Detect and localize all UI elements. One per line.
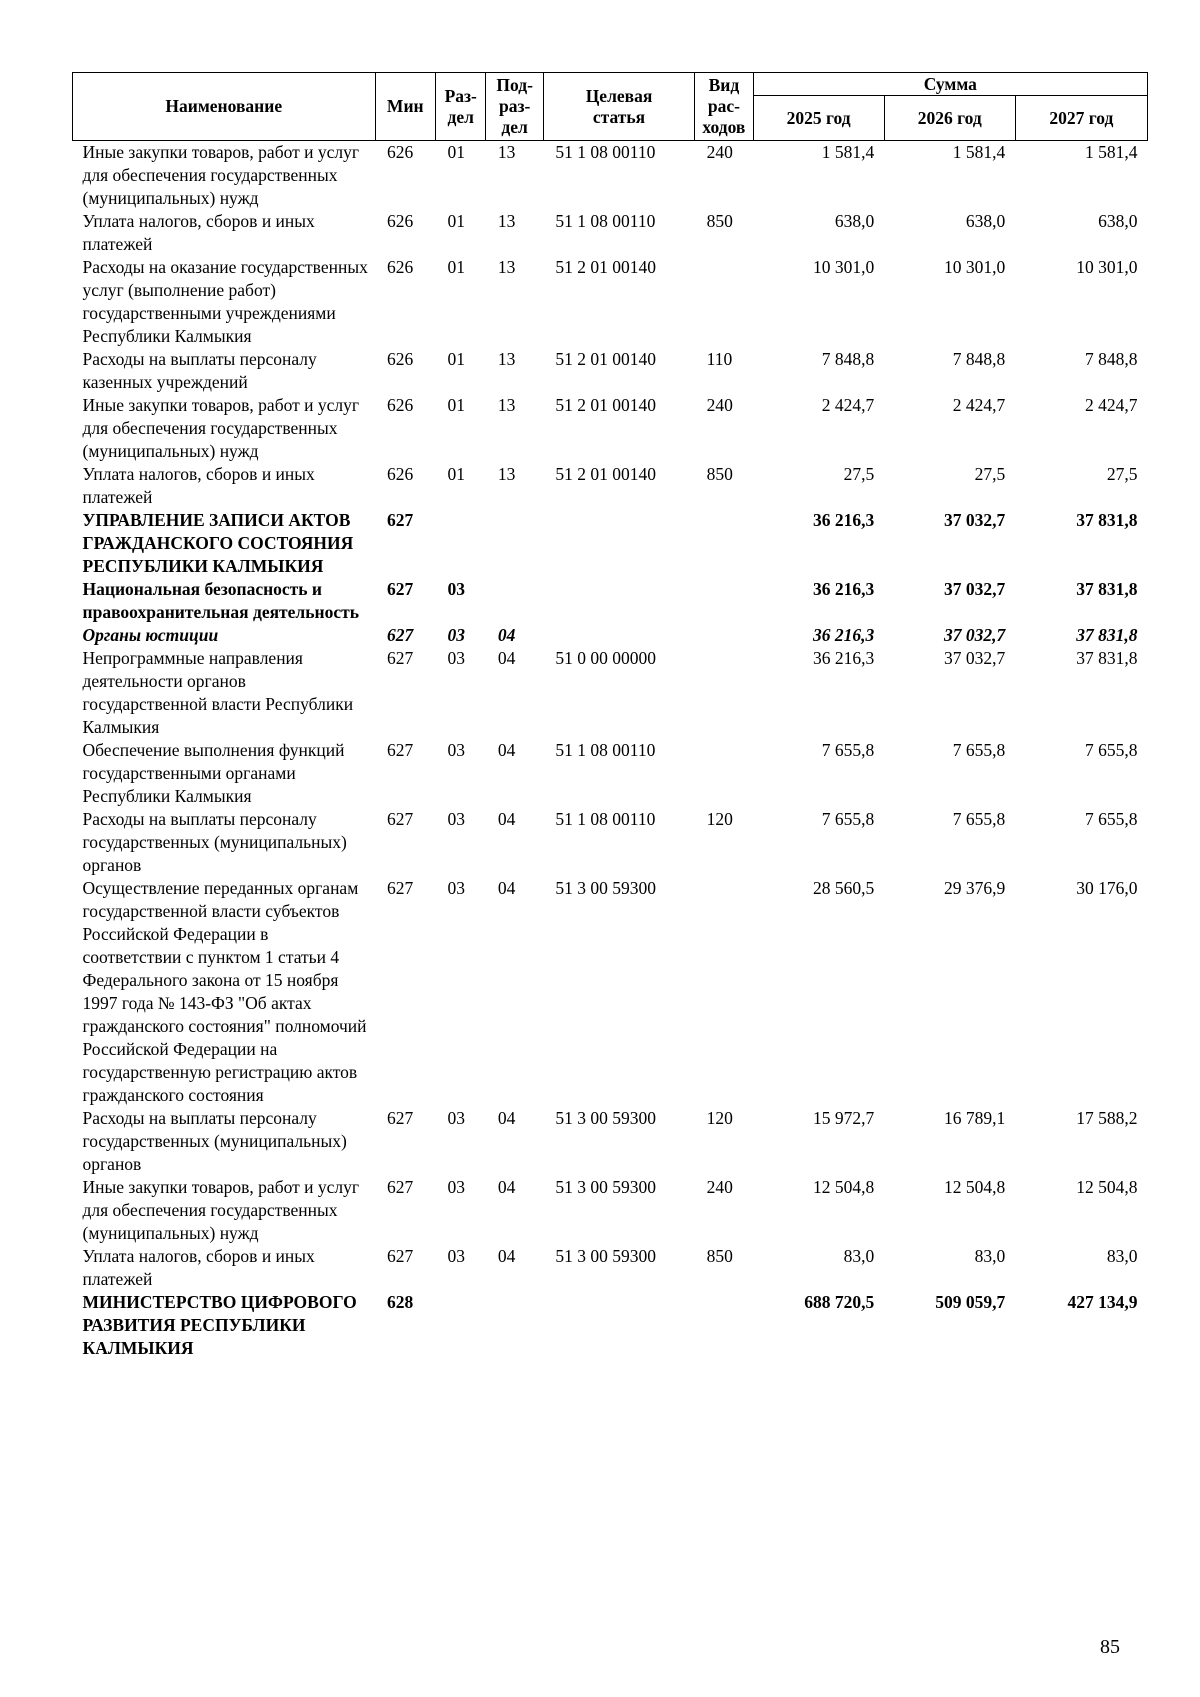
row-name: Иные закупки товаров, работ и услуг для обеспечения государственных (муниципальных) нужд xyxy=(82,395,360,461)
row-sum-2027: 37 831,8 xyxy=(1076,510,1138,530)
row-razdel: 03 xyxy=(447,1177,466,1197)
row-sum-2025: 688 720,5 xyxy=(804,1292,875,1312)
row-razdel: 03 xyxy=(447,625,466,645)
header-celevaya: Целевая статья xyxy=(543,73,694,141)
row-sum-2026: 638,0 xyxy=(965,211,1006,231)
row-name: Расходы на выплаты персоналу казенных учреждений xyxy=(82,349,317,392)
row-name: Иные закупки товаров, работ и услуг для обеспечения государственных (муниципальных) нужд xyxy=(82,1177,360,1243)
row-razdel: 01 xyxy=(447,211,466,231)
row-sum-2026: 37 032,7 xyxy=(944,579,1006,599)
row-name: Обеспечение выполнения функций государственными органами Республики Калмыкия xyxy=(82,740,345,806)
header-vid: Вид рас- ходов xyxy=(695,73,753,141)
row-sum-2027: 12 504,8 xyxy=(1076,1177,1138,1197)
row-name: Расходы на выплаты персоналу государственных (муниципальных) органов xyxy=(82,809,347,875)
row-razdel: 03 xyxy=(447,1246,466,1266)
table-row xyxy=(73,141,1148,211)
row-podrazdel: 04 xyxy=(497,1177,516,1197)
row-sum-2026: 37 032,7 xyxy=(944,625,1006,645)
row-min: 627 xyxy=(387,648,414,668)
row-vid-rashodov: 240 xyxy=(706,142,733,162)
row-sum-2026: 2 424,7 xyxy=(952,395,1006,415)
row-name: Непрограммные направления деятельности органов государственной власти Республики Калмыкия xyxy=(82,648,354,737)
row-sum-2027: 27,5 xyxy=(1106,464,1138,484)
row-podrazdel: 13 xyxy=(497,349,516,369)
row-sum-2027: 10 301,0 xyxy=(1076,257,1138,277)
row-sum-2025: 2 424,7 xyxy=(821,395,875,415)
budget-table xyxy=(72,72,1148,1360)
row-celevaya-statya: 51 3 00 59300 xyxy=(555,878,657,898)
row-sum-2025: 10 301,0 xyxy=(812,257,875,277)
row-razdel: 03 xyxy=(447,1108,466,1128)
row-podrazdel: 13 xyxy=(497,142,516,162)
row-razdel: 01 xyxy=(447,464,466,484)
row-sum-2025: 36 216,3 xyxy=(812,579,875,599)
table-row xyxy=(73,1176,1148,1245)
table-row xyxy=(73,739,1148,808)
row-podrazdel: 13 xyxy=(497,395,516,415)
row-name: УПРАВЛЕНИЕ ЗАПИСИ АКТОВ ГРАЖДАНСКОГО СОСТОЯНИЯ РЕСПУБЛИКИ КАЛМЫКИЯ xyxy=(82,510,354,576)
row-razdel xyxy=(436,509,486,578)
row-name: Органы юстиции xyxy=(82,625,219,645)
row-razdel: 03 xyxy=(447,648,466,668)
header-summa: Сумма xyxy=(753,73,1147,96)
row-name: Уплата налогов, сборов и иных платежей xyxy=(82,464,315,507)
row-razdel: 01 xyxy=(447,349,466,369)
row-sum-2027: 7 848,8 xyxy=(1085,349,1138,369)
row-sum-2026: 7 655,8 xyxy=(952,740,1006,760)
row-sum-2025: 7 848,8 xyxy=(821,349,875,369)
header-year-2025: 2025 год xyxy=(753,96,884,141)
row-min: 626 xyxy=(387,395,414,415)
row-sum-2025: 7 655,8 xyxy=(821,809,875,829)
row-sum-2027: 1 581,4 xyxy=(1085,142,1138,162)
row-celevaya-statya: 51 1 08 00110 xyxy=(555,142,656,162)
row-celevaya-statya: 51 0 00 00000 xyxy=(555,648,657,668)
row-razdel: 01 xyxy=(447,142,466,162)
row-podrazdel: 04 xyxy=(497,809,516,829)
row-celevaya-statya: 51 2 01 00140 xyxy=(555,395,657,415)
row-razdel: 01 xyxy=(447,257,466,277)
row-celevaya-statya: 51 2 01 00140 xyxy=(555,349,657,369)
row-vid-rashodov xyxy=(695,624,753,647)
table-row xyxy=(73,578,1148,624)
row-celevaya-statya: 51 1 08 00110 xyxy=(555,211,656,231)
table-row xyxy=(73,1107,1148,1176)
row-vid-rashodov xyxy=(695,877,753,1107)
row-sum-2027: 638,0 xyxy=(1098,211,1138,231)
row-sum-2027: 7 655,8 xyxy=(1085,740,1138,760)
row-vid-rashodov: 240 xyxy=(706,395,733,415)
row-sum-2026: 37 032,7 xyxy=(944,648,1006,668)
row-sum-2026: 37 032,7 xyxy=(944,510,1006,530)
row-podrazdel: 04 xyxy=(497,1246,516,1266)
row-podrazdel: 13 xyxy=(497,211,516,231)
row-vid-rashodov xyxy=(695,578,753,624)
row-min: 626 xyxy=(387,464,414,484)
row-sum-2025: 28 560,5 xyxy=(812,878,875,898)
row-celevaya-statya xyxy=(543,578,694,624)
row-podrazdel xyxy=(486,1291,543,1360)
row-name: Уплата налогов, сборов и иных платежей xyxy=(82,211,315,254)
row-sum-2025: 36 216,3 xyxy=(812,510,875,530)
row-vid-rashodov: 850 xyxy=(706,464,733,484)
row-podrazdel xyxy=(486,509,543,578)
row-razdel: 03 xyxy=(447,809,466,829)
row-min: 627 xyxy=(387,1177,414,1197)
table-row xyxy=(73,1245,1148,1291)
row-celevaya-statya: 51 2 01 00140 xyxy=(555,257,657,277)
row-vid-rashodov: 850 xyxy=(706,211,733,231)
row-vid-rashodov: 850 xyxy=(706,1246,733,1266)
header-year-2026: 2026 год xyxy=(884,96,1015,141)
row-name: Иные закупки товаров, работ и услуг для обеспечения государственных (муниципальных) нужд xyxy=(82,142,360,208)
row-sum-2025: 15 972,7 xyxy=(812,1108,875,1128)
row-sum-2027: 2 424,7 xyxy=(1085,395,1138,415)
row-name: Расходы на оказание государственных услуг (выполнение работ) государственными учреждениями Республики Калмыкия xyxy=(82,257,368,346)
row-vid-rashodov xyxy=(695,509,753,578)
row-sum-2025: 12 504,8 xyxy=(812,1177,875,1197)
row-sum-2026: 1 581,4 xyxy=(952,142,1006,162)
row-sum-2026: 12 504,8 xyxy=(944,1177,1006,1197)
row-min: 626 xyxy=(387,142,414,162)
row-vid-rashodov: 120 xyxy=(706,1108,733,1128)
table-row xyxy=(73,624,1148,647)
row-sum-2026: 29 376,9 xyxy=(944,878,1006,898)
row-min: 626 xyxy=(387,257,414,277)
row-sum-2026: 7 655,8 xyxy=(952,809,1006,829)
table-row xyxy=(73,808,1148,877)
row-name: Уплата налогов, сборов и иных платежей xyxy=(82,1246,315,1289)
row-podrazdel xyxy=(486,578,543,624)
row-razdel: 03 xyxy=(447,740,466,760)
row-sum-2026: 509 059,7 xyxy=(935,1292,1006,1312)
row-sum-2027: 83,0 xyxy=(1106,1246,1138,1266)
row-sum-2025: 1 581,4 xyxy=(821,142,875,162)
row-celevaya-statya: 51 1 08 00110 xyxy=(555,740,656,760)
row-min: 626 xyxy=(387,349,414,369)
row-min: 627 xyxy=(387,740,414,760)
row-razdel: 03 xyxy=(447,878,466,898)
row-min: 627 xyxy=(387,1246,414,1266)
row-sum-2025: 7 655,8 xyxy=(821,740,875,760)
header-year-2027: 2027 год xyxy=(1015,96,1147,141)
row-sum-2025: 36 216,3 xyxy=(812,648,875,668)
row-celevaya-statya: 51 3 00 59300 xyxy=(555,1108,657,1128)
row-razdel xyxy=(436,1291,486,1360)
row-razdel: 01 xyxy=(447,395,466,415)
table-row xyxy=(73,877,1148,1107)
row-vid-rashodov xyxy=(695,256,753,348)
row-podrazdel: 04 xyxy=(497,878,516,898)
row-celevaya-statya: 51 3 00 59300 xyxy=(555,1246,657,1266)
row-vid-rashodov xyxy=(695,739,753,808)
row-sum-2027: 427 134,9 xyxy=(1067,1292,1138,1312)
row-sum-2025: 83,0 xyxy=(843,1246,875,1266)
document-page xyxy=(72,72,1148,1360)
table-row xyxy=(73,463,1148,509)
table-row xyxy=(73,647,1148,739)
table-row xyxy=(73,1291,1148,1360)
row-sum-2027: 37 831,8 xyxy=(1076,648,1138,668)
row-name: Национальная безопасность и правоохранительная деятельность xyxy=(82,579,359,622)
row-min: 627 xyxy=(387,579,414,599)
row-celevaya-statya xyxy=(543,1291,694,1360)
row-min: 627 xyxy=(387,510,414,530)
row-celevaya-statya xyxy=(543,509,694,578)
row-min: 627 xyxy=(387,1108,414,1128)
row-podrazdel: 04 xyxy=(497,648,516,668)
row-name: МИНИСТЕРСТВО ЦИФРОВОГО РАЗВИТИЯ РЕСПУБЛИКИ КАЛМЫКИЯ xyxy=(82,1292,357,1358)
table-row xyxy=(73,348,1148,394)
table-body xyxy=(73,141,1148,1361)
row-sum-2027: 7 655,8 xyxy=(1085,809,1138,829)
row-sum-2026: 27,5 xyxy=(974,464,1006,484)
page-number: 85 xyxy=(1100,1636,1120,1658)
row-sum-2027: 17 588,2 xyxy=(1076,1108,1138,1128)
row-min: 627 xyxy=(387,625,414,645)
row-sum-2026: 7 848,8 xyxy=(952,349,1006,369)
row-podrazdel: 04 xyxy=(497,1108,516,1128)
row-sum-2027: 37 831,8 xyxy=(1076,625,1138,645)
row-min: 627 xyxy=(387,878,414,898)
row-celevaya-statya: 51 2 01 00140 xyxy=(555,464,657,484)
header-min: Мин xyxy=(375,73,436,141)
row-sum-2025: 27,5 xyxy=(843,464,875,484)
row-sum-2027: 37 831,8 xyxy=(1076,579,1138,599)
row-razdel: 03 xyxy=(447,579,466,599)
table-row xyxy=(73,210,1148,256)
row-sum-2025: 36 216,3 xyxy=(812,625,875,645)
table-header xyxy=(73,73,1148,141)
row-name: Осуществление переданных органам государственной власти субъектов Российской Федерации в соответствии с пунктом 1 статьи 4 Федерального закона от 15 ноября 1997 года № 143-ФЗ "Об актах гражданского состояния" полномочий Российской Федерации на государственную регистрацию актов гражданского состояния xyxy=(82,878,367,1105)
row-vid-rashodov xyxy=(695,647,753,739)
header-razdel: Раз- дел xyxy=(436,73,486,141)
row-min: 627 xyxy=(387,809,414,829)
header-name: Наименование xyxy=(73,73,376,141)
table-row xyxy=(73,509,1148,578)
row-min: 628 xyxy=(387,1292,414,1312)
row-sum-2025: 638,0 xyxy=(834,211,875,231)
table-row xyxy=(73,256,1148,348)
row-vid-rashodov: 240 xyxy=(706,1177,733,1197)
row-podrazdel: 04 xyxy=(497,740,516,760)
row-sum-2026: 83,0 xyxy=(974,1246,1006,1266)
row-sum-2026: 10 301,0 xyxy=(944,257,1006,277)
row-name: Расходы на выплаты персоналу государственных (муниципальных) органов xyxy=(82,1108,347,1174)
row-podrazdel: 04 xyxy=(497,625,516,645)
row-vid-rashodov xyxy=(695,1291,753,1360)
row-celevaya-statya: 51 1 08 00110 xyxy=(555,809,656,829)
row-sum-2026: 16 789,1 xyxy=(944,1108,1006,1128)
row-podrazdel: 13 xyxy=(497,464,516,484)
header-podrazdel: Под- раз- дел xyxy=(486,73,543,141)
row-celevaya-statya: 51 3 00 59300 xyxy=(555,1177,657,1197)
row-vid-rashodov: 110 xyxy=(706,349,733,369)
row-vid-rashodov: 120 xyxy=(706,809,733,829)
table-row xyxy=(73,394,1148,463)
row-podrazdel: 13 xyxy=(497,257,516,277)
row-min: 626 xyxy=(387,211,414,231)
row-sum-2027: 30 176,0 xyxy=(1076,878,1138,898)
row-celevaya-statya xyxy=(543,624,694,647)
